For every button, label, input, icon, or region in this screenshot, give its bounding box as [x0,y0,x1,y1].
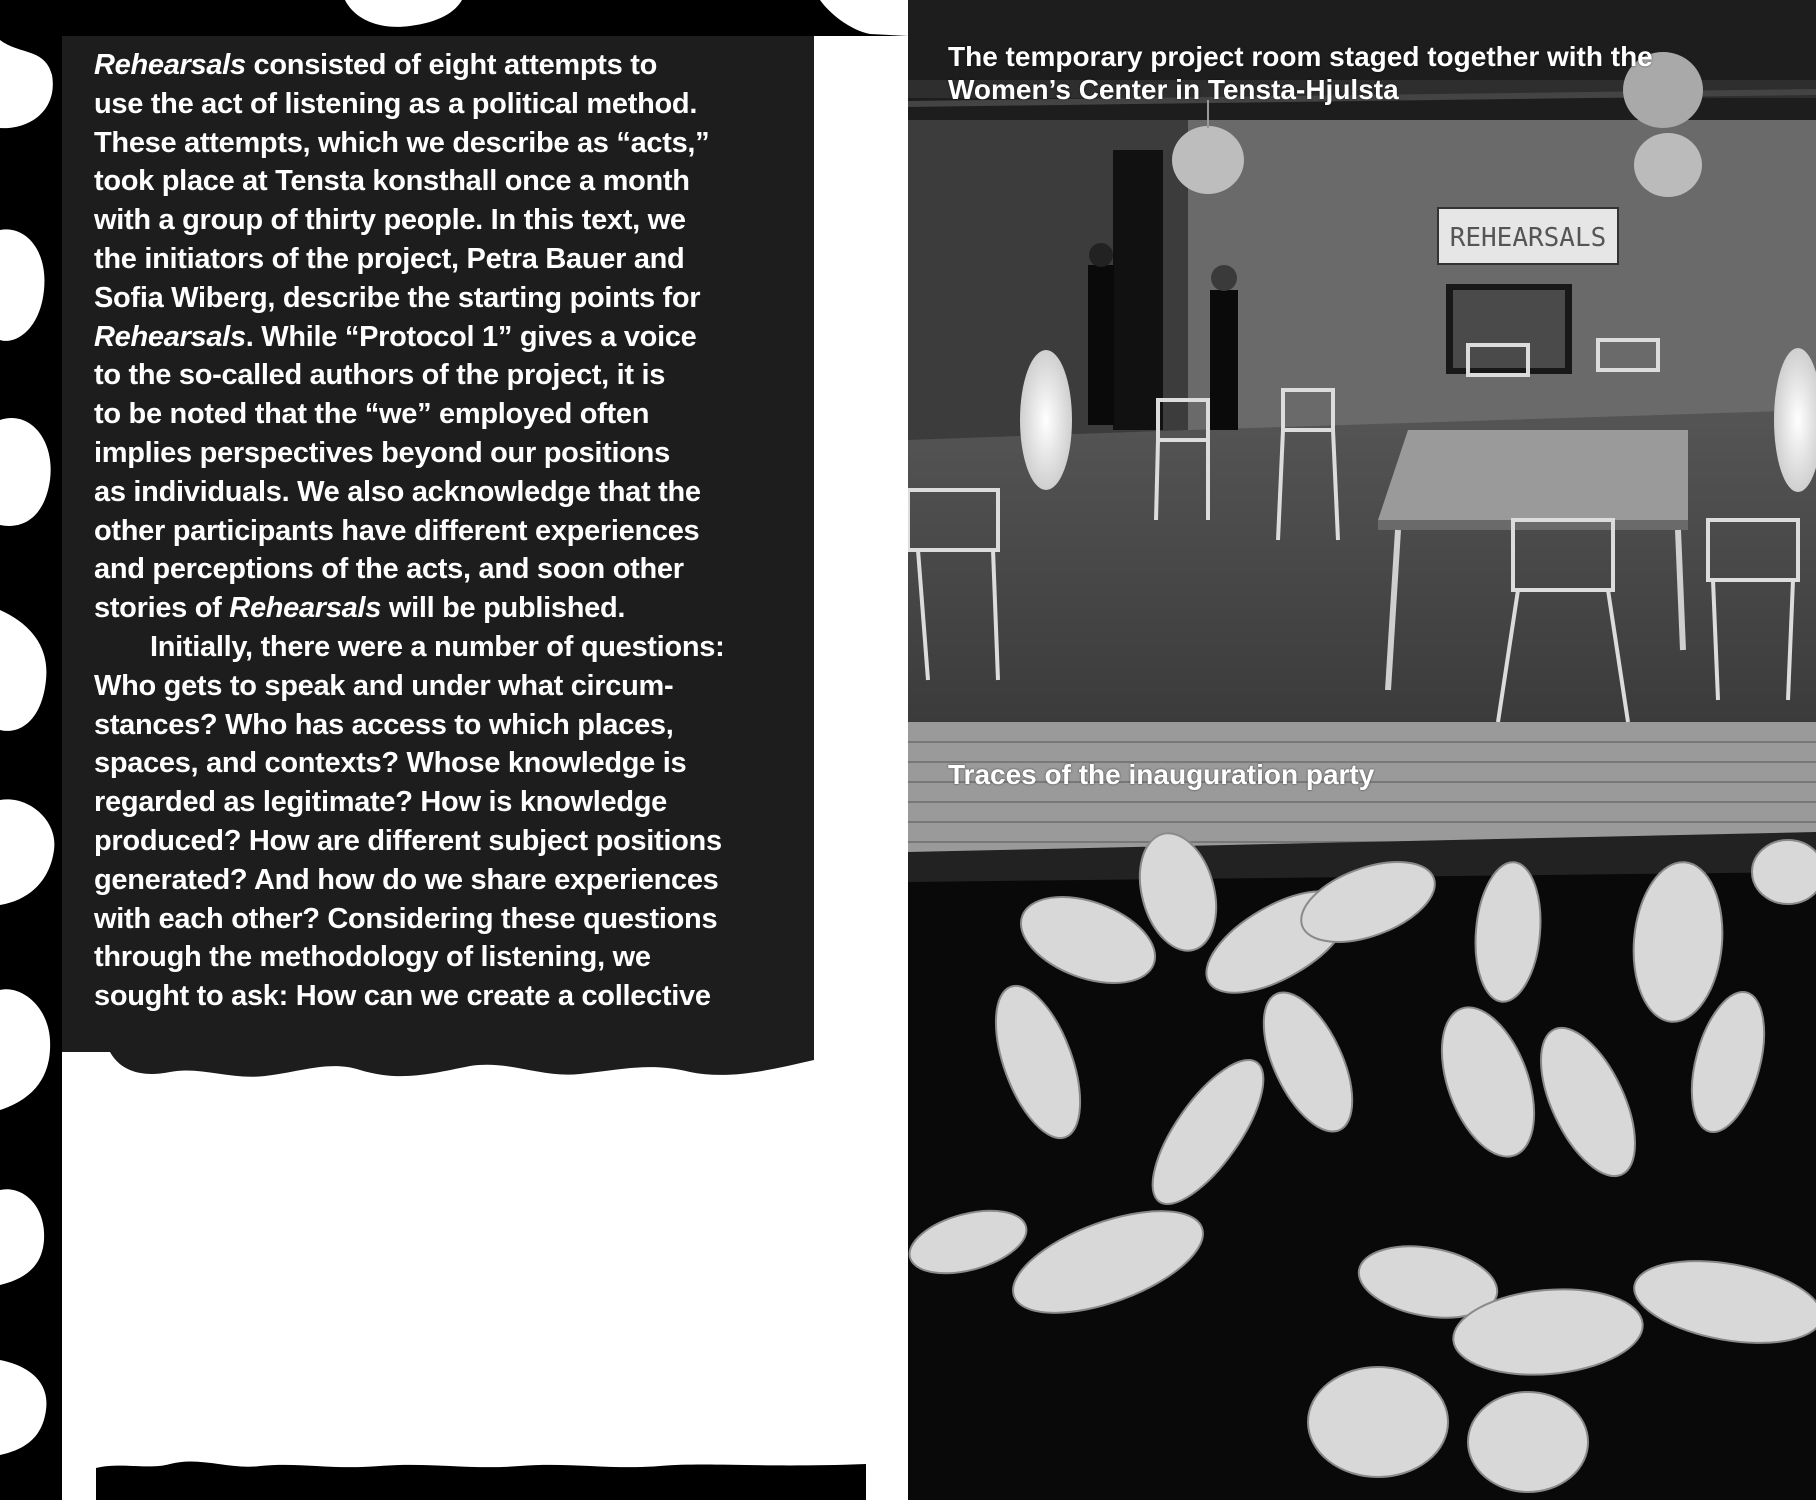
text-line [94,240,794,279]
text-line [94,356,794,395]
text-span: regarded as legitimate? How is knowledge [94,786,667,819]
text-span: produced? How are different subject positions [94,824,722,857]
rehearsals-banner: REHEARSALS [1449,223,1607,253]
text-span: sought to ask: How can we create a collective [94,980,711,1013]
text-span: spaces, and contexts? Whose knowledge is [94,747,687,780]
slippers-caption: Traces of the inauguration party [948,759,1375,790]
text-line [94,589,794,628]
text-span: the initiators of the project, Petra Bauer and [94,242,685,275]
text-line [94,434,794,473]
text-line [94,512,794,551]
text-span: through the methodology of listening, we [94,941,651,974]
text-span: Initially, there were a number of questions: [150,630,725,663]
text-line [94,318,794,357]
text-line [94,124,794,163]
text-span: Who gets to speak and under what circum- [94,669,674,702]
slippers-photo [908,722,1816,1500]
text-line [94,706,794,745]
text-span: stories of [94,592,230,625]
slippers-illustration [908,722,1816,1500]
project-room-caption: The temporary project room staged together with the Women’s Center in Tensta-Hjulsta [948,41,1653,105]
project-room-photo [908,0,1816,722]
text-line [94,900,794,939]
text-span: with each other? Considering these questions [94,902,718,935]
text-span: will be published. [381,592,626,625]
text-span: implies perspectives beyond our positions [94,436,670,469]
text-span: . While “Protocol 1” gives a voice [245,320,697,353]
text-line [94,783,794,822]
text-line [94,162,794,201]
text-span: took place at Tensta konsthall once a month [94,165,690,198]
text-line [94,85,794,124]
italic-title: Rehearsals [94,49,246,81]
article-text [94,46,794,1016]
text-span: as individuals. We also acknowledge that the [94,475,701,508]
text-span: use the act of listening as a political method. [94,87,698,120]
text-line [94,822,794,861]
right-page [908,0,1816,1500]
project-room-illustration [908,0,1816,722]
italic-title: Rehearsals [94,320,246,353]
text-line [94,395,794,434]
text-line [94,744,794,783]
text-span: with a group of thirty people. In this text, we [94,204,686,237]
text-span: These attempts, which we describe as “acts,” [94,126,710,159]
text-span: generated? And how do we share experiences [94,863,719,896]
italic-title: Rehearsals [229,592,382,625]
text-span: consisted of eight attempts to [245,49,658,81]
text-line [94,861,794,900]
text-line [94,279,794,318]
text-span: Sofia Wiberg, describe the starting points for [94,281,701,314]
text-span: to the so-called authors of the project, it is [94,359,666,392]
text-line [94,977,794,1016]
text-line [94,550,794,589]
text-line [94,46,794,85]
text-span: stances? Who has access to which places, [94,708,674,741]
text-span: other participants have different experiences [94,514,700,547]
text-line [94,667,794,706]
text-line [94,201,794,240]
text-line [94,473,794,512]
text-line [94,938,794,977]
text-span: to be noted that the “we” employed often [94,398,650,431]
text-line [94,628,794,667]
text-span: and perceptions of the acts, and soon other [94,553,684,586]
